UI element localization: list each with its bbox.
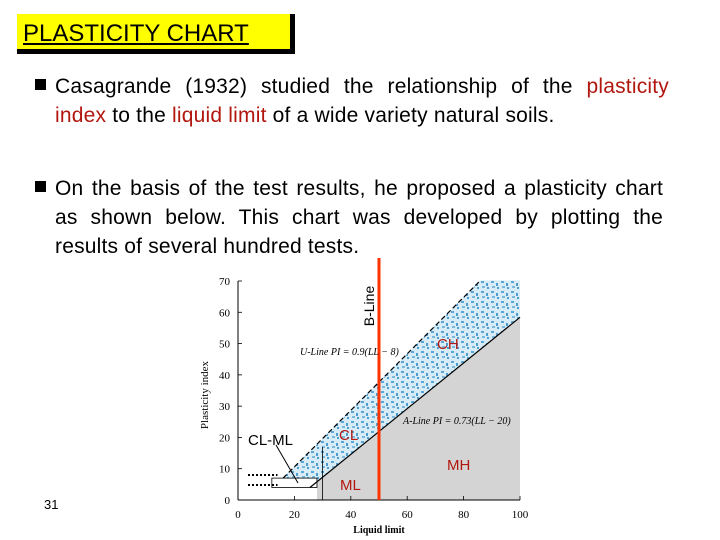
y-tick-label: 60	[219, 307, 230, 320]
x-tick-label: 60	[401, 509, 413, 521]
region-label-ml: ML	[340, 477, 361, 494]
y-axis-label: Plasticity index	[199, 360, 211, 430]
x-tick-label: 20	[288, 509, 300, 521]
region-label-cl: CL	[339, 427, 359, 444]
b-line-label: B-Line	[361, 285, 377, 327]
u-line-label: U-Line PI = 0.9(LL − 8)	[300, 347, 399, 358]
grey-region	[310, 317, 520, 500]
bullet-1-text-a: Casagrande (1932) studied the relationship of the	[55, 75, 587, 98]
region-label-ch: CH	[437, 336, 459, 353]
y-tick-label: 70	[219, 276, 230, 288]
x-tick-label: 80	[458, 509, 470, 521]
y-tick-label: 20	[219, 432, 230, 445]
y-tick-label: 50	[219, 338, 230, 351]
bullet-1-text-c: of a wide variety natural soils.	[266, 104, 555, 127]
y-tick-label: 10	[219, 463, 230, 476]
bullet-2-text: On the basis of the test results, he proposed a plasticity chart as shown below. This chart was developed by plotting the results of several hundred tests.	[55, 177, 663, 258]
x-axis-label: Liquid limit	[353, 525, 405, 536]
page-number: 31	[44, 497, 59, 512]
slide-title: PLASTICITY CHART	[23, 20, 249, 47]
y-tick-label: 40	[219, 369, 230, 382]
region-label-mh: MH	[447, 457, 471, 474]
y-tick-label: 0	[224, 495, 230, 507]
x-tick-label: 100	[511, 509, 529, 521]
x-tick-label: 0	[235, 509, 241, 521]
bullet-1-text-b: to the	[106, 104, 173, 127]
a-line-label: A-Line PI = 0.73(LL − 20)	[403, 416, 511, 427]
y-tick-label: 30	[219, 401, 230, 414]
bullet-1-highlight-ll: liquid limit	[172, 104, 267, 127]
region-label-cl-ml: CL-ML	[248, 432, 294, 449]
x-tick-label: 40	[345, 509, 357, 521]
cl-ml-zone	[272, 478, 317, 487]
bullet-1-highlight-pi: plasticity index	[55, 75, 669, 127]
